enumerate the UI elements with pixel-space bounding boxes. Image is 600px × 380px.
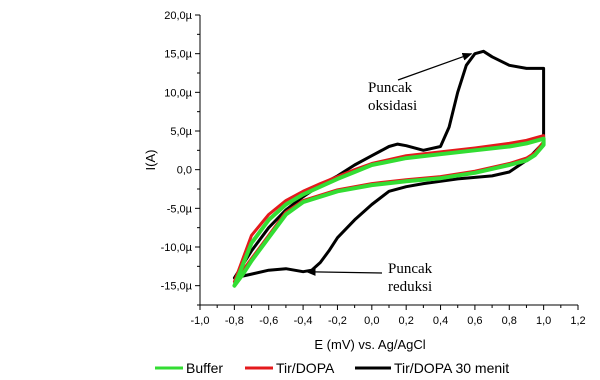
y-tick-label: 10,0µ [164, 87, 192, 100]
x-tick-label: -0,8 [224, 315, 244, 327]
y-tick-label: 20,0µ [164, 10, 192, 22]
annotation-reduction-arrow [307, 272, 382, 273]
annotation-oxidation-arrow [398, 54, 471, 80]
x-ticks [191, 305, 586, 327]
y-tick-label: 0,0 [176, 164, 192, 177]
x-tick-label: 0,6 [467, 315, 483, 327]
y-axis-label: I(A) [143, 149, 158, 171]
annotation-oxidation-text: oksidasi [368, 98, 418, 114]
annotation-reduction-text: reduksi [388, 279, 433, 295]
annotation-reduction-text: Puncak [388, 261, 433, 277]
y-tick-label: 5,0µ [170, 126, 192, 138]
legend-label: Tir/DOPA 30 menit [394, 360, 510, 376]
x-tick-label: 0,8 [501, 315, 517, 327]
x-axis-label: E (mV) vs. Ag/AgCl [314, 337, 426, 352]
annotation-oxidation-text: Puncak [368, 80, 413, 96]
x-tick-label: 0,0 [364, 315, 380, 327]
legend-label: Buffer [186, 360, 224, 376]
x-tick-label: -0,4 [293, 315, 313, 327]
y-tick-label: -15,0µ [160, 280, 192, 293]
y-tick-label: -5,0µ [166, 203, 192, 216]
y-ticks [161, 10, 200, 305]
x-tick-label: -0,2 [327, 315, 347, 327]
y-tick-label: -10,0µ [160, 242, 192, 254]
x-tick-label: 0,2 [398, 315, 414, 327]
x-tick-label: -1,0 [190, 315, 210, 327]
x-tick-label: 1,2 [570, 315, 586, 327]
x-tick-label: 0,4 [432, 315, 449, 327]
legend [155, 360, 509, 376]
x-tick-label: 1,0 [535, 315, 552, 327]
y-tick-label: 15,0µ [164, 48, 192, 61]
x-tick-label: -0,6 [259, 315, 279, 327]
legend-label: Tir/DOPA [276, 360, 335, 376]
